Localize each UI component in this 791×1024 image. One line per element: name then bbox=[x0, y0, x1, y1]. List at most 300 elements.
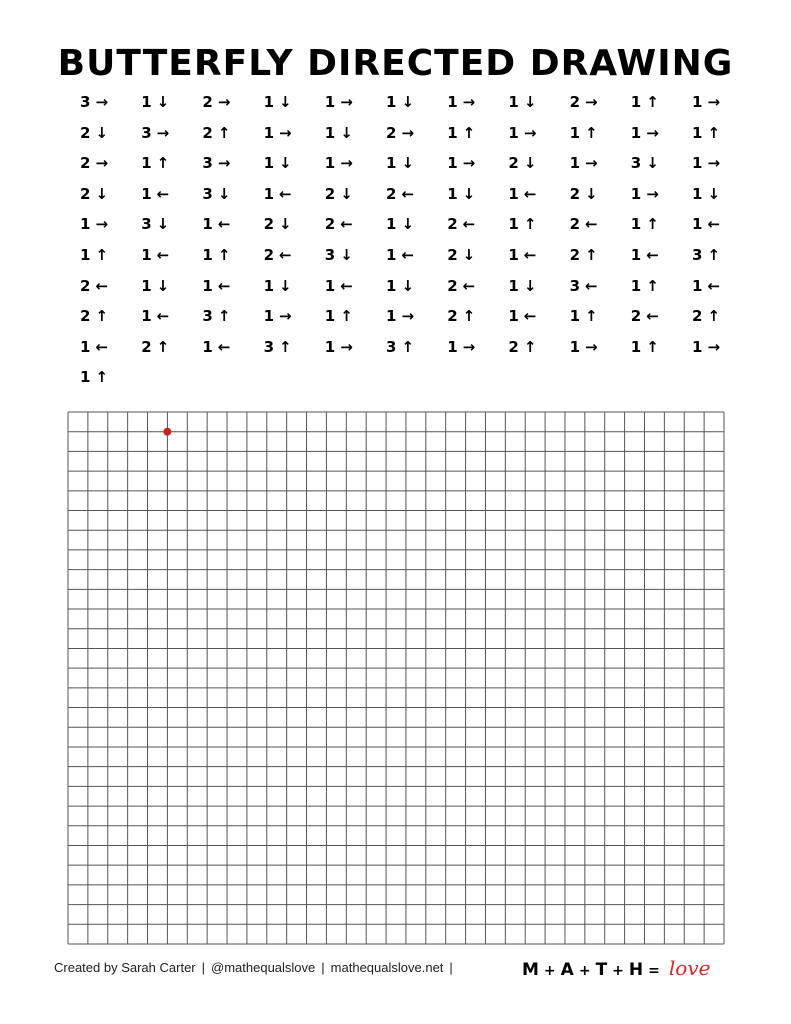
direction-count: 1 bbox=[508, 184, 519, 203]
direction-step bbox=[570, 185, 598, 203]
brand-logo bbox=[522, 955, 710, 981]
brand-plus: + bbox=[543, 963, 556, 979]
direction-count: 1 bbox=[447, 154, 458, 173]
arrow-right-icon: → bbox=[279, 307, 292, 326]
direction-count: 3 bbox=[141, 123, 152, 142]
direction-step bbox=[570, 93, 598, 111]
direction-count: 1 bbox=[141, 307, 152, 326]
arrow-up-icon: ↑ bbox=[646, 337, 659, 356]
direction-step bbox=[508, 185, 536, 203]
direction-count: 1 bbox=[324, 123, 336, 142]
direction-step bbox=[264, 154, 292, 172]
direction-step bbox=[447, 93, 475, 111]
arrow-right-icon: → bbox=[462, 337, 476, 356]
direction-count: 3 bbox=[324, 246, 336, 264]
direction-count: 1 bbox=[141, 184, 152, 203]
arrow-up-icon: ↑ bbox=[156, 154, 170, 173]
direction-step bbox=[264, 307, 292, 325]
direction-step bbox=[264, 338, 292, 356]
direction-count: 2 bbox=[569, 184, 581, 203]
arrow-left-icon: ← bbox=[340, 276, 353, 295]
direction-step bbox=[264, 185, 292, 203]
arrow-right-icon: → bbox=[646, 184, 659, 203]
arrow-right-icon: → bbox=[462, 154, 476, 173]
direction-step bbox=[508, 277, 536, 295]
direction-step bbox=[141, 154, 169, 172]
direction-step bbox=[141, 277, 169, 295]
arrow-up-icon: ↑ bbox=[707, 123, 721, 142]
direction-step bbox=[386, 307, 414, 325]
direction-step bbox=[692, 154, 720, 172]
direction-step bbox=[631, 277, 659, 295]
direction-step bbox=[80, 93, 108, 111]
direction-step bbox=[447, 307, 475, 325]
direction-step bbox=[631, 338, 659, 356]
direction-count: 1 bbox=[569, 123, 581, 142]
direction-count: 2 bbox=[508, 337, 519, 356]
arrow-up-icon: ↑ bbox=[279, 337, 292, 356]
direction-step bbox=[386, 154, 414, 172]
arrow-left-icon: ← bbox=[646, 246, 659, 264]
direction-count: 3 bbox=[80, 93, 91, 111]
direction-step bbox=[570, 154, 598, 172]
arrow-down-icon: ↓ bbox=[156, 276, 170, 295]
arrow-left-icon: ← bbox=[95, 337, 109, 356]
direction-step bbox=[386, 246, 414, 264]
arrow-up-icon: ↑ bbox=[401, 337, 415, 356]
direction-count: 1 bbox=[141, 154, 152, 173]
direction-step bbox=[631, 93, 659, 111]
direction-count: 1 bbox=[202, 276, 213, 295]
direction-count: 2 bbox=[80, 184, 91, 203]
arrow-down-icon: ↓ bbox=[95, 123, 109, 142]
arrow-right-icon: → bbox=[156, 123, 170, 142]
direction-step bbox=[447, 154, 475, 172]
direction-count: 1 bbox=[202, 215, 213, 234]
direction-step bbox=[264, 93, 292, 111]
direction-step bbox=[80, 124, 108, 142]
arrow-up-icon: ↑ bbox=[523, 337, 537, 356]
direction-step bbox=[325, 277, 353, 295]
direction-step bbox=[692, 338, 720, 356]
arrow-right-icon: → bbox=[707, 154, 721, 173]
arrow-up-icon: ↑ bbox=[217, 123, 231, 142]
arrow-up-icon: ↑ bbox=[585, 246, 598, 264]
direction-count: 1 bbox=[263, 123, 275, 142]
direction-count: 1 bbox=[447, 93, 458, 111]
direction-step bbox=[631, 307, 659, 325]
arrow-up-icon: ↑ bbox=[707, 307, 721, 326]
direction-count: 1 bbox=[508, 93, 519, 111]
arrow-left-icon: ← bbox=[523, 184, 537, 203]
arrow-down-icon: ↓ bbox=[279, 93, 292, 111]
arrow-up-icon: ↑ bbox=[585, 123, 598, 142]
brand-letter: M bbox=[522, 960, 539, 980]
direction-step bbox=[631, 246, 659, 264]
direction-count: 3 bbox=[630, 154, 642, 173]
direction-count: 2 bbox=[324, 215, 336, 234]
arrow-down-icon: ↓ bbox=[585, 184, 598, 203]
direction-count: 1 bbox=[386, 154, 397, 173]
direction-count: 1 bbox=[386, 93, 397, 111]
direction-count: 1 bbox=[508, 307, 519, 326]
direction-step bbox=[508, 154, 536, 172]
arrow-down-icon: ↓ bbox=[523, 276, 537, 295]
page-title: BUTTERFLY DIRECTED DRAWING bbox=[57, 43, 734, 84]
arrow-up-icon: ↑ bbox=[646, 215, 659, 234]
direction-step bbox=[264, 277, 292, 295]
direction-count: 3 bbox=[386, 337, 397, 356]
direction-step bbox=[80, 185, 108, 203]
direction-step bbox=[447, 215, 475, 233]
direction-step bbox=[202, 154, 230, 172]
arrow-right-icon: → bbox=[585, 93, 598, 111]
direction-step bbox=[386, 93, 414, 111]
brand-plus: + bbox=[578, 963, 591, 979]
direction-count: 1 bbox=[569, 337, 581, 356]
arrow-right-icon: → bbox=[340, 337, 353, 356]
arrow-right-icon: → bbox=[95, 154, 109, 173]
brand-equals: = bbox=[648, 963, 660, 979]
direction-count: 1 bbox=[692, 154, 703, 173]
arrow-left-icon: ← bbox=[462, 276, 476, 295]
arrow-right-icon: → bbox=[217, 93, 231, 111]
arrow-left-icon: ← bbox=[156, 184, 170, 203]
direction-count: 1 bbox=[141, 93, 152, 111]
direction-step bbox=[325, 124, 353, 142]
direction-count: 1 bbox=[80, 215, 91, 234]
arrow-left-icon: ← bbox=[156, 246, 170, 264]
direction-count: 1 bbox=[263, 93, 275, 111]
direction-step bbox=[325, 338, 353, 356]
direction-count: 1 bbox=[386, 307, 397, 326]
direction-step bbox=[447, 246, 475, 264]
direction-count: 1 bbox=[324, 337, 336, 356]
direction-count: 3 bbox=[263, 337, 275, 356]
direction-step bbox=[570, 215, 598, 233]
arrow-left-icon: ← bbox=[646, 307, 659, 326]
arrow-left-icon: ← bbox=[156, 307, 170, 326]
direction-count: 1 bbox=[630, 246, 642, 264]
direction-step bbox=[692, 246, 720, 264]
direction-count: 1 bbox=[630, 184, 642, 203]
arrow-left-icon: ← bbox=[340, 215, 353, 234]
direction-count: 2 bbox=[692, 307, 703, 326]
arrow-left-icon: ← bbox=[217, 215, 231, 234]
direction-step bbox=[325, 154, 353, 172]
arrow-down-icon: ↓ bbox=[279, 215, 292, 234]
direction-step bbox=[202, 124, 230, 142]
arrow-right-icon: → bbox=[95, 93, 109, 111]
direction-count: 3 bbox=[141, 215, 152, 234]
arrow-up-icon: ↑ bbox=[95, 368, 109, 387]
arrow-up-icon: ↑ bbox=[523, 215, 537, 234]
direction-step bbox=[141, 338, 169, 356]
direction-step bbox=[80, 368, 108, 386]
direction-count: 1 bbox=[141, 276, 152, 295]
arrow-down-icon: ↓ bbox=[340, 246, 353, 264]
direction-step bbox=[692, 215, 720, 233]
direction-count: 1 bbox=[386, 215, 397, 234]
arrow-left-icon: ← bbox=[279, 246, 292, 264]
direction-step bbox=[202, 277, 230, 295]
arrow-down-icon: ↓ bbox=[279, 154, 292, 173]
direction-count: 2 bbox=[630, 307, 642, 326]
direction-step bbox=[570, 246, 598, 264]
arrow-right-icon: → bbox=[707, 93, 721, 111]
direction-step bbox=[570, 277, 598, 295]
direction-step bbox=[80, 307, 108, 325]
arrow-up-icon: ↑ bbox=[707, 246, 721, 264]
arrow-right-icon: → bbox=[279, 123, 292, 142]
direction-count: 2 bbox=[80, 123, 91, 142]
direction-step bbox=[508, 246, 536, 264]
direction-step bbox=[325, 93, 353, 111]
direction-count: 1 bbox=[324, 307, 336, 326]
arrow-left-icon: ← bbox=[401, 184, 415, 203]
arrow-left-icon: ← bbox=[279, 184, 292, 203]
arrow-up-icon: ↑ bbox=[462, 307, 476, 326]
direction-count: 1 bbox=[324, 276, 336, 295]
arrow-right-icon: → bbox=[462, 93, 476, 111]
grid-svg bbox=[67, 411, 727, 947]
brand-love: love bbox=[668, 956, 711, 980]
footer-separator: | bbox=[321, 960, 325, 975]
direction-count: 1 bbox=[447, 337, 458, 356]
arrow-up-icon: ↑ bbox=[462, 123, 476, 142]
direction-step bbox=[202, 215, 230, 233]
direction-count: 1 bbox=[692, 337, 703, 356]
footer-credit: Created by Sarah Carter bbox=[54, 960, 196, 975]
arrow-down-icon: ↓ bbox=[401, 154, 415, 173]
direction-count: 1 bbox=[630, 215, 642, 234]
arrow-right-icon: → bbox=[707, 337, 721, 356]
direction-step bbox=[508, 338, 536, 356]
direction-count: 1 bbox=[569, 307, 581, 326]
direction-step bbox=[508, 93, 536, 111]
direction-count: 1 bbox=[263, 184, 275, 203]
direction-step bbox=[202, 307, 230, 325]
arrow-down-icon: ↓ bbox=[401, 276, 415, 295]
direction-step bbox=[141, 215, 169, 233]
direction-count: 2 bbox=[569, 215, 581, 234]
direction-count: 2 bbox=[324, 184, 336, 203]
direction-step bbox=[386, 277, 414, 295]
direction-step bbox=[202, 185, 230, 203]
direction-count: 1 bbox=[80, 246, 91, 264]
direction-count: 1 bbox=[508, 123, 519, 142]
direction-step bbox=[264, 246, 292, 264]
direction-count: 2 bbox=[447, 276, 458, 295]
direction-count: 2 bbox=[80, 307, 91, 326]
direction-count: 1 bbox=[630, 93, 642, 111]
direction-step bbox=[631, 154, 659, 172]
arrow-down-icon: ↓ bbox=[462, 246, 476, 264]
direction-step bbox=[80, 246, 108, 264]
direction-count: 3 bbox=[202, 307, 213, 326]
brand-plus: + bbox=[612, 963, 624, 979]
arrow-down-icon: ↓ bbox=[217, 184, 231, 203]
direction-count: 3 bbox=[569, 276, 581, 295]
direction-step bbox=[447, 124, 475, 142]
direction-count: 1 bbox=[324, 154, 336, 173]
direction-count: 2 bbox=[263, 246, 275, 264]
brand-letter: A bbox=[560, 960, 574, 980]
direction-count: 2 bbox=[447, 215, 458, 234]
drawing-grid bbox=[67, 411, 727, 947]
direction-step bbox=[631, 124, 659, 142]
direction-step bbox=[447, 277, 475, 295]
direction-count: 2 bbox=[447, 246, 458, 264]
direction-count: 3 bbox=[202, 184, 213, 203]
footer-handle: @mathequalslove bbox=[211, 960, 316, 975]
direction-count: 2 bbox=[386, 184, 397, 203]
direction-count: 2 bbox=[447, 307, 458, 326]
direction-count: 3 bbox=[202, 154, 213, 173]
arrow-left-icon: ← bbox=[401, 246, 415, 264]
arrow-left-icon: ← bbox=[217, 337, 231, 356]
direction-step bbox=[508, 124, 536, 142]
footer-site: mathequalslove.net bbox=[330, 960, 444, 975]
arrow-up-icon: ↑ bbox=[95, 307, 109, 326]
arrow-down-icon: ↓ bbox=[401, 93, 415, 111]
arrow-left-icon: ← bbox=[523, 307, 537, 326]
direction-count: 2 bbox=[569, 93, 581, 111]
arrow-down-icon: ↓ bbox=[156, 93, 170, 111]
arrow-down-icon: ↓ bbox=[401, 215, 415, 234]
arrow-left-icon: ← bbox=[95, 276, 109, 295]
arrow-down-icon: ↓ bbox=[95, 184, 109, 203]
brand-letter: T bbox=[595, 960, 608, 980]
direction-step bbox=[692, 124, 720, 142]
arrow-left-icon: ← bbox=[585, 215, 598, 234]
direction-count: 1 bbox=[386, 246, 397, 264]
direction-count: 1 bbox=[324, 93, 336, 111]
direction-step bbox=[508, 215, 536, 233]
direction-count: 1 bbox=[263, 154, 275, 173]
arrow-right-icon: → bbox=[217, 154, 231, 173]
arrow-up-icon: ↑ bbox=[217, 307, 231, 326]
arrow-right-icon: → bbox=[585, 337, 598, 356]
directions-list bbox=[0, 0, 791, 400]
arrow-left-icon: ← bbox=[523, 246, 537, 264]
direction-count: 1 bbox=[202, 246, 213, 264]
direction-step bbox=[264, 215, 292, 233]
direction-count: 2 bbox=[263, 215, 275, 234]
direction-count: 1 bbox=[447, 184, 458, 203]
arrow-right-icon: → bbox=[95, 215, 109, 234]
arrow-down-icon: ↓ bbox=[156, 215, 170, 234]
arrow-left-icon: ← bbox=[585, 276, 598, 295]
arrow-left-icon: ← bbox=[462, 215, 476, 234]
direction-count: 1 bbox=[569, 154, 581, 173]
direction-count: 1 bbox=[692, 184, 703, 203]
direction-count: 1 bbox=[508, 276, 519, 295]
arrow-right-icon: → bbox=[401, 123, 415, 142]
direction-count: 2 bbox=[202, 93, 213, 111]
direction-step bbox=[141, 307, 169, 325]
direction-count: 2 bbox=[80, 276, 91, 295]
direction-count: 1 bbox=[692, 93, 703, 111]
direction-count: 1 bbox=[80, 368, 91, 387]
direction-count: 1 bbox=[141, 246, 152, 264]
direction-step bbox=[447, 185, 475, 203]
direction-step bbox=[202, 338, 230, 356]
direction-count: 1 bbox=[80, 337, 91, 356]
arrow-up-icon: ↑ bbox=[585, 307, 598, 326]
direction-count: 2 bbox=[386, 123, 397, 142]
arrow-down-icon: ↓ bbox=[340, 184, 353, 203]
arrow-up-icon: ↑ bbox=[95, 246, 109, 264]
direction-count: 1 bbox=[447, 123, 458, 142]
arrow-up-icon: ↑ bbox=[340, 307, 353, 326]
arrow-down-icon: ↓ bbox=[462, 184, 476, 203]
arrow-down-icon: ↓ bbox=[707, 184, 721, 203]
direction-count: 2 bbox=[202, 123, 213, 142]
direction-count: 1 bbox=[692, 276, 703, 295]
footer-separator: | bbox=[449, 960, 453, 975]
direction-step bbox=[141, 93, 169, 111]
direction-step bbox=[141, 124, 169, 142]
arrow-right-icon: → bbox=[523, 123, 537, 142]
direction-step bbox=[325, 246, 353, 264]
direction-count: 2 bbox=[80, 154, 91, 173]
arrow-down-icon: ↓ bbox=[523, 154, 537, 173]
direction-count: 1 bbox=[263, 307, 275, 326]
brand-letter: H bbox=[628, 960, 644, 980]
start-dot bbox=[163, 428, 171, 436]
direction-step bbox=[80, 277, 108, 295]
direction-step bbox=[141, 246, 169, 264]
direction-count: 1 bbox=[202, 337, 213, 356]
direction-count: 1 bbox=[508, 215, 519, 234]
direction-step bbox=[80, 215, 108, 233]
direction-step bbox=[692, 185, 720, 203]
direction-count: 3 bbox=[692, 246, 703, 264]
direction-step bbox=[141, 185, 169, 203]
direction-step bbox=[80, 154, 108, 172]
direction-step bbox=[447, 338, 475, 356]
direction-step bbox=[386, 185, 414, 203]
arrow-down-icon: ↓ bbox=[340, 123, 353, 142]
arrow-up-icon: ↑ bbox=[646, 93, 659, 111]
arrow-right-icon: → bbox=[646, 123, 659, 142]
direction-step bbox=[692, 277, 720, 295]
arrow-right-icon: → bbox=[340, 93, 353, 111]
direction-count: 2 bbox=[569, 246, 581, 264]
direction-count: 1 bbox=[630, 123, 642, 142]
arrow-down-icon: ↓ bbox=[646, 154, 659, 173]
footer-separator: | bbox=[201, 960, 206, 975]
direction-step bbox=[80, 338, 108, 356]
direction-step bbox=[386, 215, 414, 233]
direction-step bbox=[325, 307, 353, 325]
direction-count: 1 bbox=[508, 246, 519, 264]
direction-step bbox=[202, 93, 230, 111]
arrow-down-icon: ↓ bbox=[279, 276, 292, 295]
direction-count: 1 bbox=[630, 337, 642, 356]
direction-step bbox=[570, 124, 598, 142]
direction-count: 1 bbox=[692, 123, 703, 142]
arrow-up-icon: ↑ bbox=[217, 246, 231, 264]
arrow-left-icon: ← bbox=[707, 215, 721, 234]
direction-count: 1 bbox=[630, 276, 642, 295]
direction-step bbox=[386, 124, 414, 142]
arrow-right-icon: → bbox=[585, 154, 598, 173]
direction-step bbox=[202, 246, 230, 264]
arrow-left-icon: ← bbox=[707, 276, 721, 295]
direction-count: 2 bbox=[141, 337, 152, 356]
